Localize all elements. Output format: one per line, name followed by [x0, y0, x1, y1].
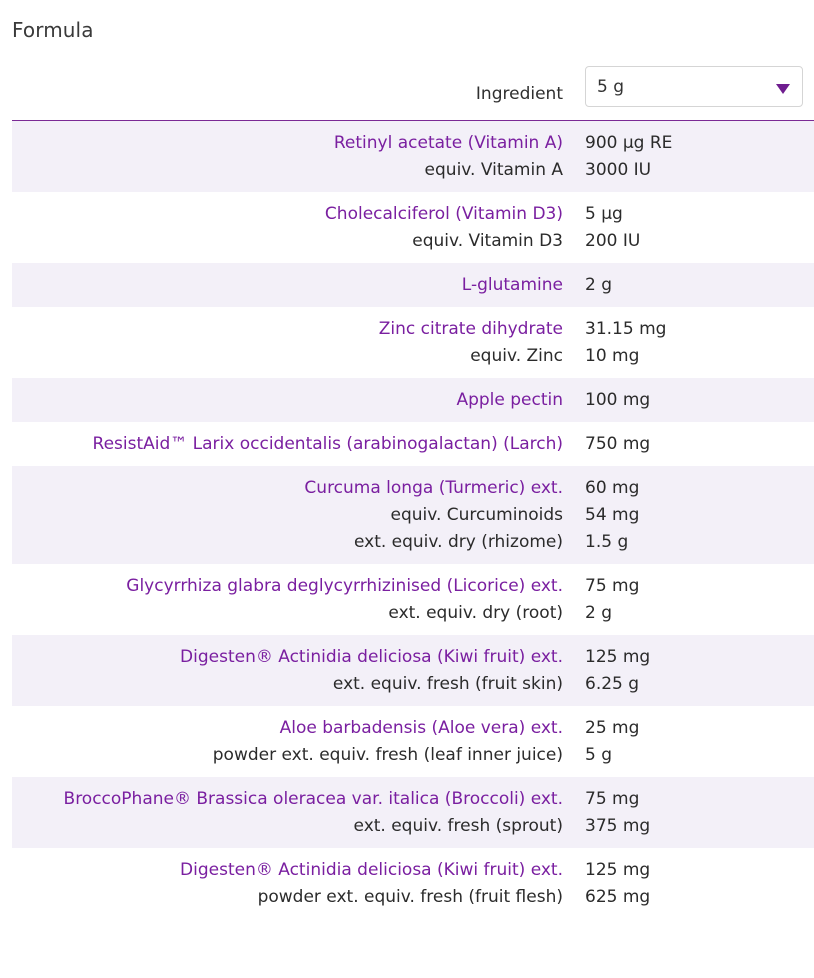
ingredient-row	[12, 706, 814, 777]
ingredient-main-line	[12, 387, 814, 414]
ingredient-equiv-line	[12, 502, 814, 529]
ingredient-name: L-glutamine	[461, 275, 563, 295]
ingredient-name: Cholecalciferol (Vitamin D3)	[324, 204, 563, 224]
ingredient-row	[12, 564, 814, 635]
ingredient-row	[12, 777, 814, 848]
equivalent-name: equiv. Vitamin A	[424, 160, 563, 180]
ingredient-name: Zinc citrate dihydrate	[378, 319, 563, 339]
table-header	[12, 66, 814, 120]
ingredient-name: Apple pectin	[456, 390, 563, 410]
ingredient-equiv-line	[12, 343, 814, 370]
ingredient-main-line	[12, 857, 814, 884]
equivalent-name: powder ext. equiv. fresh (leaf inner juice)	[212, 745, 563, 765]
ingredient-amount: 75 mg	[585, 789, 640, 809]
ingredient-name: Aloe barbadensis (Aloe vera) ext.	[279, 718, 563, 738]
ingredient-column-label: Ingredient	[475, 84, 563, 104]
equivalent-name: ext. equiv. fresh (fruit skin)	[332, 674, 563, 694]
ingredient-equiv-line	[12, 529, 814, 556]
ingredient-amount: 5 g	[585, 745, 613, 765]
ingredient-row	[12, 466, 814, 564]
equivalent-name: equiv. Zinc	[470, 346, 563, 366]
ingredient-amount: 25 mg	[585, 718, 640, 738]
ingredient-amount: 54 mg	[585, 505, 640, 525]
ingredient-name: Glycyrrhiza glabra deglycyrrhizinised (Licorice) ext.	[126, 576, 563, 596]
ingredient-table	[12, 121, 814, 919]
ingredient-main-line	[12, 786, 814, 813]
equivalent-name: equiv. Curcuminoids	[390, 505, 563, 525]
ingredient-amount: 2 g	[585, 275, 613, 295]
ingredient-amount: 125 mg	[585, 647, 651, 667]
ingredient-main-line	[12, 431, 814, 458]
ingredient-name: Digesten® Actinidia deliciosa (Kiwi fruit) ext.	[180, 860, 563, 880]
ingredient-name: ResistAid™ Larix occidentalis (arabinogalactan) (Larch)	[92, 434, 563, 454]
ingredient-main-line	[12, 715, 814, 742]
ingredient-row	[12, 378, 814, 422]
ingredient-main-line	[12, 272, 814, 299]
ingredient-name: Curcuma longa (Turmeric) ext.	[304, 478, 563, 498]
ingredient-equiv-line	[12, 157, 814, 184]
ingredient-row	[12, 422, 814, 466]
ingredient-amount: 125 mg	[585, 860, 651, 880]
ingredient-row	[12, 192, 814, 263]
ingredient-amount: 200 IU	[585, 231, 641, 251]
ingredient-amount: 75 mg	[585, 576, 640, 596]
ingredient-main-line	[12, 475, 814, 502]
equivalent-name: ext. equiv. fresh (sprout)	[353, 816, 563, 836]
ingredient-row	[12, 635, 814, 706]
ingredient-main-line	[12, 130, 814, 157]
ingredient-amount: 1.5 g	[585, 532, 629, 552]
page-title: Formula	[12, 18, 94, 42]
ingredient-equiv-line	[12, 813, 814, 840]
ingredient-amount: 750 mg	[585, 434, 651, 454]
ingredient-main-line	[12, 201, 814, 228]
ingredient-amount: 2 g	[585, 603, 613, 623]
ingredient-main-line	[12, 573, 814, 600]
ingredient-amount: 10 mg	[585, 346, 640, 366]
ingredient-row	[12, 848, 814, 919]
ingredient-main-line	[12, 316, 814, 343]
ingredient-amount: 900 µg RE	[585, 133, 673, 153]
ingredient-equiv-line	[12, 228, 814, 255]
ingredient-equiv-line	[12, 884, 814, 911]
ingredient-row	[12, 263, 814, 307]
ingredient-name: BroccoPhane® Brassica oleracea var. italica (Broccoli) ext.	[63, 789, 563, 809]
ingredient-name: Digesten® Actinidia deliciosa (Kiwi fruit) ext.	[180, 647, 563, 667]
ingredient-equiv-line	[12, 600, 814, 627]
ingredient-amount: 375 mg	[585, 816, 651, 836]
equivalent-name: equiv. Vitamin D3	[412, 231, 563, 251]
ingredient-name: Retinyl acetate (Vitamin A)	[333, 133, 563, 153]
serving-size-value: 5 g	[597, 77, 625, 97]
equivalent-name: powder ext. equiv. fresh (fruit flesh)	[257, 887, 563, 907]
ingredient-amount: 625 mg	[585, 887, 651, 907]
serving-size-select[interactable]	[585, 66, 803, 107]
ingredient-amount: 31.15 mg	[585, 319, 667, 339]
ingredient-equiv-line	[12, 742, 814, 769]
ingredient-amount: 5 µg	[585, 204, 623, 224]
ingredient-equiv-line	[12, 671, 814, 698]
equivalent-name: ext. equiv. dry (root)	[388, 603, 563, 623]
dropdown-arrow-icon	[776, 84, 790, 94]
ingredient-row	[12, 307, 814, 378]
ingredient-amount: 60 mg	[585, 478, 640, 498]
ingredient-amount: 3000 IU	[585, 160, 652, 180]
ingredient-amount: 6.25 g	[585, 674, 640, 694]
ingredient-row	[12, 121, 814, 192]
equivalent-name: ext. equiv. dry (rhizome)	[353, 532, 563, 552]
ingredient-main-line	[12, 644, 814, 671]
ingredient-amount: 100 mg	[585, 390, 651, 410]
